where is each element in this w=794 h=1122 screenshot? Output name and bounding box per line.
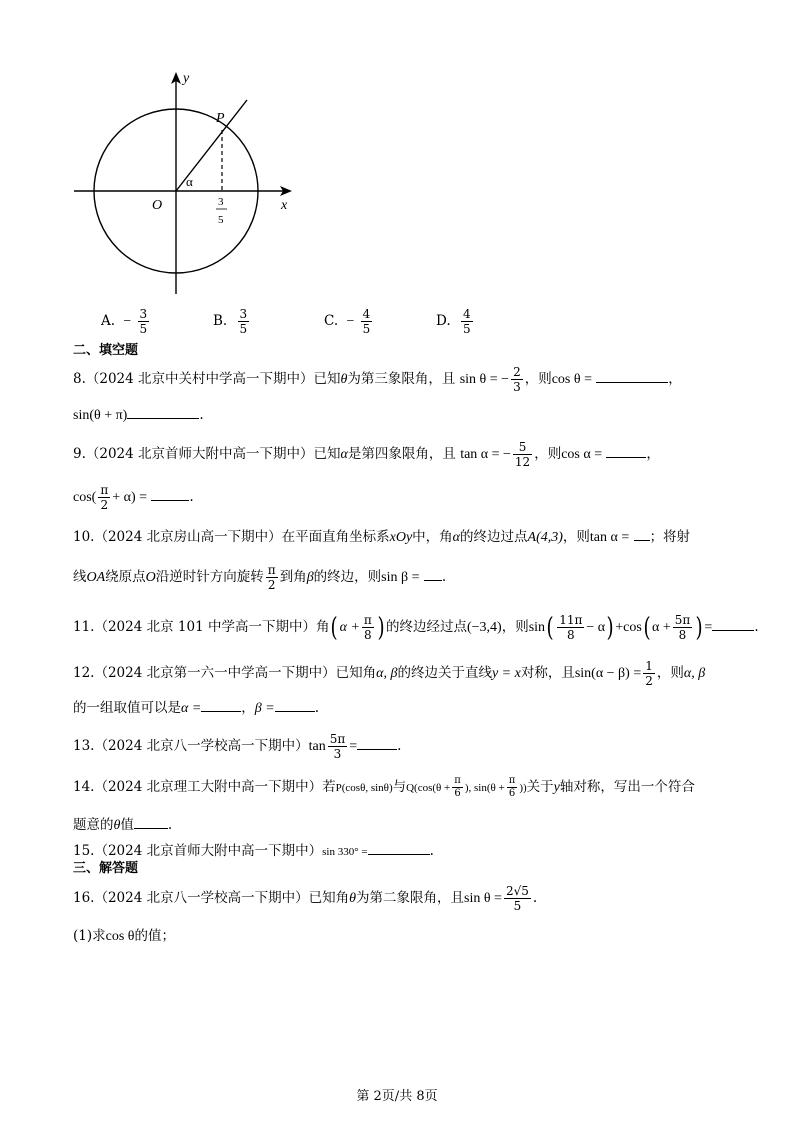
q16-sub1-end: 的值； [134, 928, 175, 944]
q12-b-eq: β = [254, 701, 275, 716]
q12-line2-pre: 的一组取值可以是 [73, 700, 181, 716]
q13-end: . [397, 738, 402, 754]
q14-line2-pre: 题意的 [73, 817, 114, 833]
q8-expr1: sin θ = − [459, 372, 510, 387]
q11-eq: = [704, 620, 713, 635]
q12-answer-blank-2[interactable] [275, 697, 315, 712]
question-14-line-1 [73, 776, 695, 799]
q12-end: . [314, 700, 320, 716]
q11-fraction-3: $\frac{5\pi}{8}$ [674, 613, 691, 642]
q12-a-eq: α = [181, 701, 202, 716]
q9-var: α [340, 447, 348, 462]
q10-answer-blank-1[interactable] [634, 526, 650, 541]
q8-mid: 为第三象限角，且 [347, 371, 456, 387]
q14-answer-blank[interactable] [134, 814, 168, 829]
q10-answer-blank-2[interactable] [424, 566, 442, 581]
question-13 [73, 733, 401, 760]
q11-sin: sin [528, 620, 546, 635]
question-11: 11.（2024 北京 101 中学高一下期中）角( α + $\frac{\pi}{8}$ ) 的终边经过点(−3,4)，则sin( $\frac{11\pi}{8}$ − α) +cos( α + $\frac{5\pi}{8}$ ) = . [73, 612, 759, 643]
q11-s-post: − α [586, 620, 606, 635]
page-footer: 第 2页/共 8页 [356, 1089, 438, 1104]
option-letter: B. [213, 313, 228, 329]
option-d[interactable] [436, 308, 475, 335]
q9-expr1: tan α = − [460, 447, 511, 462]
q10-line2-mid4: 的终边，则 [313, 569, 382, 585]
q10-line1-end: ；将射 [649, 529, 691, 545]
section-heading-fill-in: 二、填空题 [73, 343, 139, 358]
q14-mid2: 关于 [526, 779, 554, 795]
option-b[interactable] [213, 308, 251, 335]
q12-line: y = x [491, 666, 521, 681]
q8-prefix: 8.（2024 北京中关村中学高一下期中）已知 [73, 371, 341, 387]
x-axis-label: x [281, 198, 288, 213]
q10-rotation-fraction: $\frac{\pi}{2}$ [267, 563, 276, 592]
option-letter: C. [324, 313, 339, 329]
q9-end: ， [646, 446, 660, 462]
tick-numerator: 3 [218, 196, 224, 208]
q8-fraction: $\frac{2}{3}$ [513, 365, 521, 394]
option-fraction: $\frac{4}{5}$ [362, 307, 371, 336]
option-fraction: $\frac{4}{5}$ [462, 307, 471, 336]
q10-line2-mid3: 到角 [279, 569, 307, 585]
q16-mid: 为第二象限角，且 [356, 890, 465, 906]
q13-answer-blank[interactable] [357, 735, 397, 750]
q11-mid2: ，则 [501, 619, 529, 635]
option-c[interactable] [324, 308, 374, 335]
q16-end: . [532, 890, 538, 906]
q15-end: . [429, 843, 434, 859]
q14-end: 轴对称，写出一个符合 [559, 779, 695, 795]
q9-line2-pre: cos( [73, 490, 97, 505]
q9-expr2: cos α = [561, 447, 603, 462]
option-letter: D. [436, 313, 451, 329]
origin-label: O [152, 198, 163, 213]
q16-theta: θ [349, 891, 357, 906]
question-10-line-2 [73, 564, 446, 591]
q10-point: A(4,3) [527, 530, 563, 545]
q10-alpha: α [452, 530, 461, 545]
q8-mid2: ，则 [524, 371, 552, 387]
option-sign: − [123, 314, 132, 329]
q11-c-pre: α + [651, 620, 671, 635]
option-sign: − [346, 314, 355, 329]
q13-pre: 13.（2024 北京八一学校高一下期中） [73, 738, 309, 754]
question-12-line-2 [73, 697, 319, 720]
q13-fraction: $\frac{5\pi}{3}$ [329, 732, 346, 761]
q11-mid: 的终边经过点 [385, 619, 467, 635]
q10-xoy: xOy [389, 530, 413, 545]
q10-line2-pre: 线 [73, 569, 87, 585]
q10-beta: β [306, 570, 314, 585]
q11-point: (−3,4) [466, 620, 502, 635]
q13-eq: = [349, 739, 358, 754]
q9-line2-fraction: $\frac{\pi}{2}$ [100, 483, 109, 512]
q16-sub1-pre: (1)求 [73, 928, 106, 944]
question-10-line-1 [73, 526, 690, 549]
option-fraction: $\frac{3}{5}$ [139, 307, 148, 336]
option-letter: A. [101, 313, 116, 329]
q10-line1-pre: 10.（2024 北京房山高一下期中）在平面直角坐标系 [73, 529, 390, 545]
y-axis-label: y [183, 71, 190, 86]
q14-fraction-1: $\frac{\pi}{6}$ [454, 775, 461, 799]
q16-pre: 16.（2024 北京八一学校高一下期中）已知角 [73, 890, 350, 906]
q11-answer-blank[interactable] [712, 616, 754, 631]
q15-expr: sin 330° = [322, 846, 368, 858]
q12-sep: ， [241, 700, 255, 716]
q12-mid: 的终边关于直线 [397, 665, 492, 681]
q9-answer-blank-1[interactable] [606, 443, 646, 458]
q14-q-mid: ), sin(θ + [464, 782, 505, 794]
q14-p: P(cosθ, sinθ) [335, 782, 393, 794]
tick-denominator: 5 [218, 214, 224, 226]
q9-line2-post: + α) = [112, 490, 148, 505]
q16-sub1-expr: cos θ [105, 929, 135, 944]
q9-fraction: $\frac{5}{12}$ [514, 440, 531, 469]
unit-circle-figure [70, 68, 300, 298]
q8-expr2: cos θ = [551, 372, 592, 387]
option-a[interactable] [101, 308, 151, 335]
q10-line2-mid: 绕原点 [105, 569, 146, 585]
question-16 [73, 885, 537, 912]
q14-mid: 与 [392, 779, 407, 795]
q9-mid: 是第四象限角，且 [347, 446, 456, 462]
q12-mid3: ，则 [656, 665, 684, 681]
q10-line2-mid2: 沿逆时针方向旋转 [155, 569, 264, 585]
q11-plus: + [615, 620, 624, 635]
q9-line2-end: . [189, 489, 194, 505]
question-14-line-2 [73, 814, 172, 837]
q12-fraction: $\frac{1}{2}$ [645, 659, 653, 688]
q11-fraction-1: $\frac{\pi}{8}$ [363, 613, 372, 642]
q9-prefix: 9.（2024 北京首师大附中高一下期中）已知 [73, 446, 341, 462]
q10-line1-mid3: ，则 [562, 529, 590, 545]
q11-end: . [754, 619, 759, 635]
q14-axis: y [553, 780, 560, 795]
question-8-line-1 [73, 366, 682, 393]
q14-q-pre: Q(cos(θ + [406, 782, 451, 794]
q14-theta: θ [113, 818, 121, 833]
q14-pre: 14.（2024 北京理工大附中高一下期中）若 [73, 779, 336, 795]
point-p-label: P [216, 111, 225, 126]
q12-pre: 12.（2024 北京第一六一中学高一下期中）已知角 [73, 665, 377, 681]
question-9-line-2 [73, 484, 194, 511]
q14-q-post: )) [519, 782, 527, 794]
option-fraction: $\frac{3}{5}$ [239, 307, 248, 336]
q16-fraction: $\frac{2√5}{5}$ [505, 884, 529, 913]
q11-a1: α + [339, 620, 360, 635]
question-9-line-1 [73, 441, 660, 468]
q9-answer-blank-2[interactable] [151, 486, 189, 501]
q8-answer-blank-1[interactable] [596, 368, 668, 383]
question-8-line-2 [73, 404, 204, 427]
q14-line2-end: . [167, 817, 173, 833]
q9-mid2: ，则 [534, 446, 562, 462]
q12-expr: sin(α − β) = [574, 666, 642, 681]
q12-ab2: α, β [683, 666, 706, 681]
q15-answer-blank[interactable] [368, 840, 430, 855]
q13-tan: tan [308, 739, 326, 754]
q11-fraction-2: $\frac{11\pi}{8}$ [559, 613, 583, 642]
q10-line2-end: . [441, 569, 447, 585]
q10-sinb: sin β = [381, 570, 420, 585]
q10-oa: OA [86, 570, 106, 585]
q15-pre: 15.（2024 北京首师大附中高一下期中） [73, 843, 323, 859]
q8-line2-end: . [199, 407, 204, 423]
section-heading-solutions: 三、解答题 [73, 861, 139, 876]
q14-fraction-2: $\frac{\pi}{6}$ [508, 775, 516, 799]
q10-tan: tan α = [589, 530, 630, 545]
q11-cos: cos [623, 620, 642, 635]
q16-expr: sin θ = [464, 891, 502, 906]
q12-mid2: 对称，且 [520, 665, 575, 681]
q8-answer-blank-2[interactable] [127, 404, 199, 419]
q8-var: θ [340, 372, 348, 387]
angle-label: α [186, 174, 193, 189]
q10-line1-mid: 中，角 [412, 529, 453, 545]
q10-line1-mid2: 的终边过点 [460, 529, 528, 545]
question-16-part-1 [73, 925, 175, 948]
question-12-line-1 [73, 660, 705, 687]
q14-line2-mid: 值 [120, 817, 134, 833]
q10-o: O [145, 570, 156, 585]
q11-pre: 11.（2024 北京 101 中学高一下期中）角 [73, 619, 330, 635]
q12-ab: α, β [376, 666, 398, 681]
q8-end: ， [668, 371, 682, 387]
q12-answer-blank-1[interactable] [201, 697, 241, 712]
q8-line2-expr: sin(θ + π) [73, 408, 128, 423]
